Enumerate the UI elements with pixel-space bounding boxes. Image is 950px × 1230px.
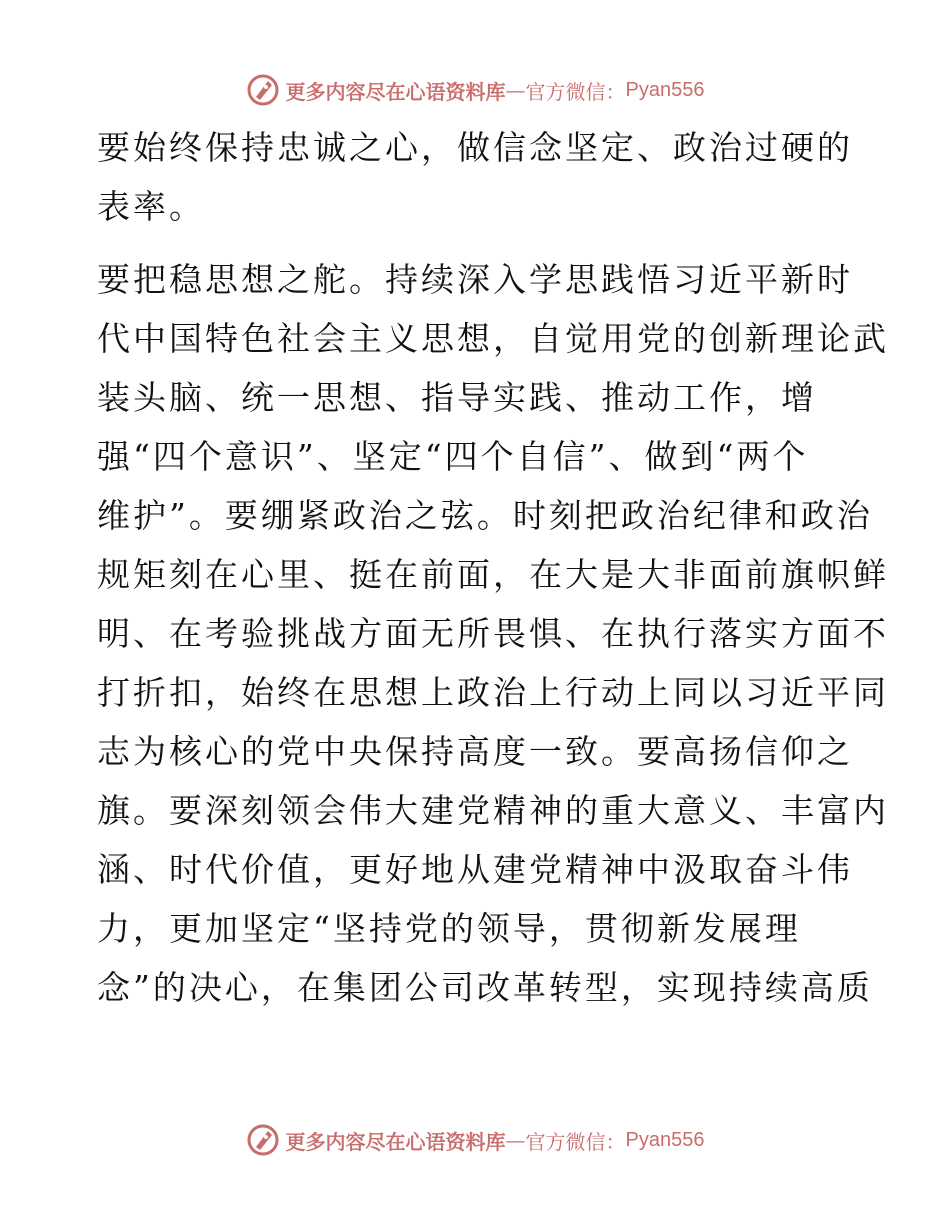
banner-site-name: 更多内容尽在心语资料库 <box>285 1129 506 1154</box>
footer-banner <box>0 1120 950 1160</box>
paragraph-2 <box>97 250 889 1017</box>
text-line: 旗。要深刻领会伟大建党精神的重大意义、丰富内 <box>97 791 889 830</box>
banner-wechat-id: Pyan556 <box>625 1128 705 1151</box>
text-line: 代中国特色社会主义思想，自觉用党的创新理论武 <box>97 319 889 358</box>
text-line: 维护”。要绷紧政治之弦。时刻把政治纪律和政治 <box>97 496 873 535</box>
text-line: 表率。 <box>97 187 205 226</box>
pen-nib-logo-icon <box>246 73 280 107</box>
text-line: 规矩刻在心里、挺在前面，在大是大非面前旗帜鲜 <box>97 555 889 594</box>
banner-separator: — <box>505 78 526 102</box>
document-body <box>97 118 889 1017</box>
text-line: 强“四个意识”、坚定“四个自信”、做到“两个 <box>97 437 809 476</box>
text-line: 要把稳思想之舵。持续深入学思践悟习近平新时 <box>97 260 853 299</box>
banner-wechat-id: Pyan556 <box>625 78 705 101</box>
text-line: 装头脑、统一思想、指导实践、推动工作，增 <box>97 378 817 417</box>
banner-site-name: 更多内容尽在心语资料库 <box>285 79 506 104</box>
text-line: 打折扣，始终在思想上政治上行动上同以习近平同 <box>97 673 889 712</box>
text-line: 涵、时代价值，更好地从建党精神中汲取奋斗伟 <box>97 850 853 889</box>
text-line: 志为核心的党中央保持高度一致。要高扬信仰之 <box>97 732 853 771</box>
banner-wechat-label: 官方微信： <box>525 1129 626 1154</box>
banner-wechat-label: 官方微信： <box>525 79 626 104</box>
text-line: 力，更加坚定“坚持党的领导，贯彻新发展理 <box>97 909 801 948</box>
banner-separator: — <box>505 1128 526 1152</box>
pen-nib-logo-icon <box>246 1123 280 1157</box>
text-line: 念”的决心，在集团公司改革转型，实现持续高质 <box>97 968 873 1007</box>
header-banner <box>0 70 950 110</box>
text-line: 明、在考验挑战方面无所畏惧、在执行落实方面不 <box>97 614 889 653</box>
text-line: 要始终保持忠诚之心，做信念坚定、政治过硬的 <box>97 128 853 167</box>
paragraph-1 <box>97 118 857 236</box>
